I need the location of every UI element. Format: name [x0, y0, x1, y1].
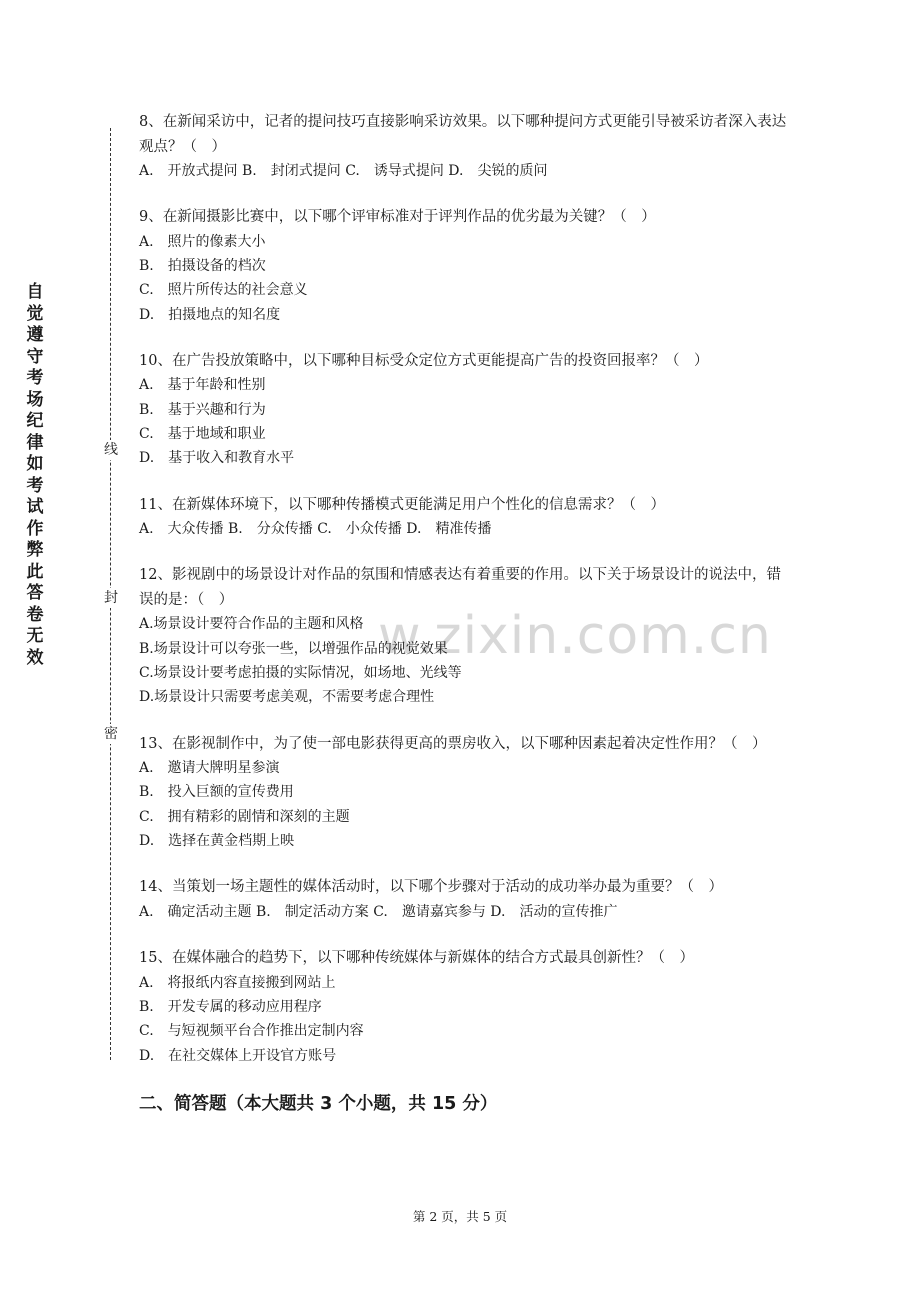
option-b: B. 基于兴趣和行为 [139, 401, 266, 418]
option-a: A. 邀请大牌明星参演 [139, 760, 280, 777]
option-b: B. 拍摄设备的档次 [139, 258, 266, 275]
option-d: D. 选择在黄金档期上映 [139, 833, 295, 850]
option-a: A. 基于年龄和性别 [139, 377, 266, 394]
question-options: A. 开放式提问 B. 封闭式提问 C. 诱导式提问 D. 尖锐的质问 [139, 163, 548, 179]
question-options: A. 确定活动主题 B. 制定活动方案 C. 邀请嘉宾参与 D. 活动的宣传推广 [139, 903, 618, 920]
option-c: C. 与短视频平台合作推出定制内容 [139, 1023, 364, 1040]
exam-discipline-notice: 自觉遵守考场纪律如考试作弊此答卷无效 [26, 282, 44, 668]
binding-mark-line: 线 [101, 440, 121, 460]
watermark: w.zixin.com.cn [378, 606, 772, 666]
binding-mark-secret: 密 [101, 724, 121, 744]
question-stem: 10、在广告投放策略中，以下哪种目标受众定位方式更能提高广告的投资回报率？（ ） [139, 352, 709, 369]
option-d: D. 拍摄地点的知名度 [139, 306, 281, 323]
option-d: D.场景设计只需要考虑美观，不需要考虑合理性 [139, 689, 435, 706]
option-a: A. 照片的像素大小 [139, 233, 266, 250]
option-a: A. 将报纸内容直接搬到网站上 [139, 974, 336, 991]
question-15 [139, 946, 787, 1068]
question-stem: 8、在新闻采访中，记者的提问技巧直接影响采访效果。以下哪种提问方式更能引导被采访者深入表达观点？（ ） [139, 114, 787, 155]
option-c: C. 照片所传达的社会意义 [139, 282, 308, 299]
question-12 [139, 563, 787, 709]
option-c: C.场景设计要考虑拍摄的实际情况，如场地、光线等 [139, 665, 462, 682]
question-stem: 11、在新媒体环境下，以下哪种传播模式更能满足用户个性化的信息需求？（ ） [139, 496, 665, 513]
option-d: D. 基于收入和教育水平 [139, 450, 295, 467]
option-c: C. 拥有精彩的剧情和深刻的主题 [139, 808, 350, 825]
option-b: B.场景设计可以夸张一些，以增强作品的视觉效果 [139, 640, 448, 657]
question-9 [139, 205, 787, 327]
question-stem: 14、当策划一场主题性的媒体活动时，以下哪个步骤对于活动的成功举办最为重要？（ ） [139, 879, 723, 896]
question-list [139, 110, 787, 1115]
question-stem: 13、在影视制作中，为了使一部电影获得更高的票房收入，以下哪种因素起着决定性作用？（ ） [139, 735, 767, 752]
question-stem: 9、在新闻摄影比赛中，以下哪个评审标准对于评判作品的优劣最为关键？（ ） [139, 209, 656, 226]
option-b: B. 开发专属的移动应用程序 [139, 998, 322, 1015]
question-8 [139, 110, 787, 183]
question-10 [139, 349, 787, 471]
question-options: A. 大众传播 B. 分众传播 C. 小众传播 D. 精准传播 [139, 521, 492, 538]
question-13 [139, 732, 787, 854]
binding-mark-seal: 封 [101, 588, 121, 608]
question-14 [139, 875, 787, 924]
option-d: D. 在社交媒体上开设官方账号 [139, 1047, 337, 1064]
question-stem: 15、在媒体融合的趋势下，以下哪种传统媒体与新媒体的结合方式最具创新性？（ ） [139, 950, 694, 967]
section-title-short-answer: 二、简答题（本大题共 3 个小题，共 15 分） [139, 1093, 498, 1114]
question-stem: 12、影视剧中的场景设计对作品的氛围和情感表达有着重要的作用。以下关于场景设计的说法中，错误的是：（ ） [139, 567, 781, 608]
option-b: B. 投入巨额的宣传费用 [139, 784, 294, 801]
option-a: A.场景设计要符合作品的主题和风格 [139, 616, 364, 633]
page-number-footer: 第 2 页，共 5 页 [412, 1209, 508, 1224]
question-11 [139, 493, 787, 542]
option-c: C. 基于地域和职业 [139, 426, 266, 443]
